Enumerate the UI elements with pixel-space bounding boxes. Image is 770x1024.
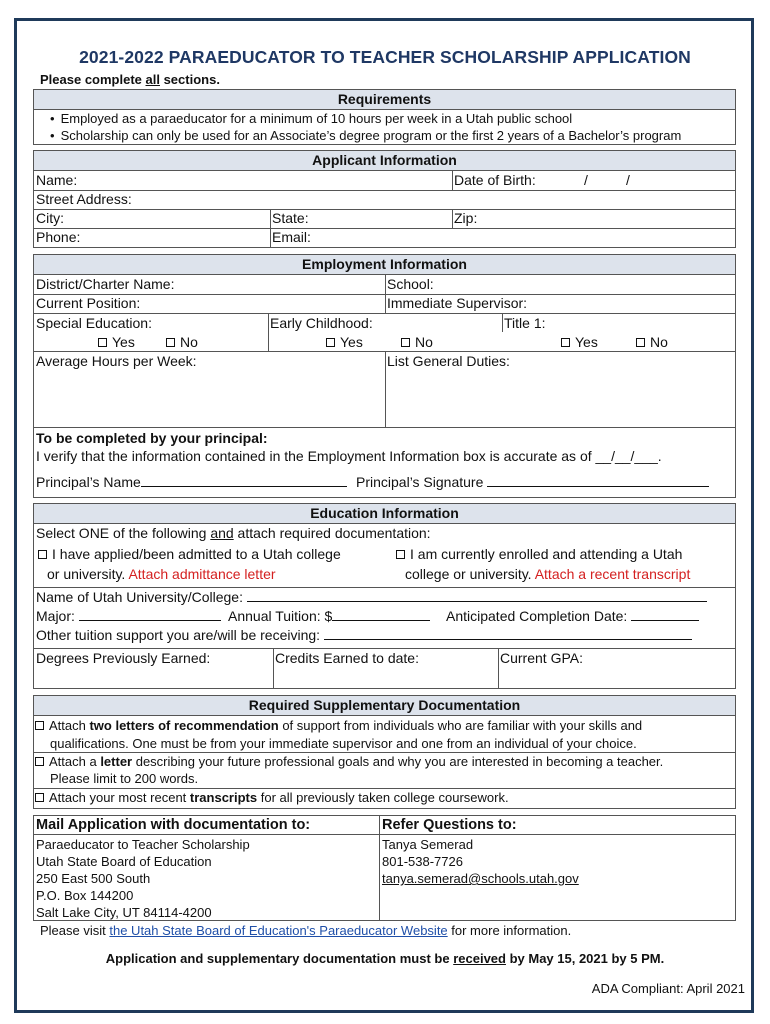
requirements-section: [33, 89, 736, 145]
hours-field[interactable]: Average Hours per Week:: [36, 353, 197, 369]
instructions: Please complete all sections.: [40, 72, 220, 87]
recommendation-item[interactable]: Attach two letters of recommendation of support from individuals who are familiar with your skills and: [35, 716, 642, 735]
enrolled-option[interactable]: I am currently enrolled and attending a Utah: [396, 545, 682, 564]
mail-address-line: P.O. Box 144200: [36, 888, 134, 903]
education-section: [33, 503, 736, 689]
checkbox-icon: [35, 793, 44, 802]
requirements-header: Requirements: [34, 90, 735, 110]
checkbox-icon: [98, 338, 107, 347]
education-header: Education Information: [34, 504, 735, 524]
early-childhood-yes[interactable]: Yes: [326, 333, 363, 352]
email-field[interactable]: Email:: [272, 229, 311, 245]
attach-admittance-note: Attach admittance letter: [128, 566, 276, 582]
district-field[interactable]: District/Charter Name:: [36, 276, 175, 292]
name-field[interactable]: Name:: [36, 172, 78, 188]
special-ed-label: Special Education:: [36, 315, 152, 331]
checkbox-icon: [401, 338, 410, 347]
website-note: Please visit the Utah State Board of Education's Paraeducator Website for more information.: [40, 923, 572, 938]
transcripts-item[interactable]: Attach your most recent transcripts for all previously taken college coursework.: [35, 788, 509, 807]
letter-item[interactable]: Attach a letter describing your future professional goals and why you are interested in becoming a teacher.: [35, 752, 663, 771]
title1-yes[interactable]: Yes: [561, 333, 598, 352]
special-ed-yes[interactable]: Yes: [98, 333, 135, 352]
phone-field[interactable]: Phone:: [36, 229, 81, 245]
contact-phone: 801-538-7726: [382, 854, 463, 869]
street-address-field[interactable]: Street Address:: [36, 191, 132, 207]
checkbox-icon: [35, 721, 44, 730]
requirement-item: • Employed as a paraeducator for a minimum of 10 hours per week in a Utah public school: [50, 109, 572, 128]
mail-address-line: Salt Lake City, UT 84114-4200: [36, 905, 212, 920]
mail-address-line: Utah State Board of Education: [36, 854, 212, 869]
zip-field[interactable]: Zip:: [454, 210, 478, 226]
title1-no[interactable]: No: [636, 333, 668, 352]
letter-item-line2: Please limit to 200 words.: [50, 771, 199, 786]
checkbox-icon: [561, 338, 570, 347]
education-instructions: Select ONE of the following and attach required documentation:: [36, 525, 431, 541]
city-field[interactable]: City:: [36, 210, 64, 226]
employment-section: [33, 254, 736, 498]
tuition-field[interactable]: Annual Tuition: $: [228, 607, 430, 626]
dob-separator: /: [626, 172, 630, 188]
contact-section: [33, 815, 736, 921]
supervisor-field[interactable]: Immediate Supervisor:: [387, 295, 528, 311]
principal-name-field[interactable]: Principal’s Name: [36, 473, 347, 492]
principal-signature-field[interactable]: Principal’s Signature: [356, 473, 709, 492]
degrees-field[interactable]: Degrees Previously Earned:: [36, 650, 211, 666]
page-title: 2021-2022 PARAEDUCATOR TO TEACHER SCHOLARSHIP APPLICATION: [79, 47, 691, 67]
principal-verify: I verify that the information contained in the Employment Information box is accurate as of __/__/___.: [36, 448, 662, 464]
completion-date-field[interactable]: Anticipated Completion Date:: [446, 607, 699, 626]
school-field[interactable]: School:: [387, 276, 434, 292]
mail-address-line: 250 East 500 South: [36, 871, 151, 886]
supplementary-section: [33, 695, 736, 809]
checkbox-icon: [35, 757, 44, 766]
employment-header: Employment Information: [34, 255, 735, 275]
checkbox-icon: [326, 338, 335, 347]
checkbox-icon: [166, 338, 175, 347]
other-support-field[interactable]: Other tuition support you are/will be receiving:: [36, 626, 692, 645]
mail-address-line: Paraeducator to Teacher Scholarship: [36, 837, 250, 852]
ada-notice: ADA Compliant: April 2021: [591, 981, 745, 996]
contact-email[interactable]: tanya.semerad@schools.utah.gov: [382, 871, 579, 886]
checkbox-icon: [636, 338, 645, 347]
supplementary-header: Required Supplementary Documentation: [34, 696, 735, 716]
requirement-item: • Scholarship can only be used for an Associate’s degree program or the first 2 years of a Bachelor’s program: [50, 126, 681, 145]
recommendation-item-line2: qualifications. One must be from your immediate supervisor and one from an individual of your choice.: [50, 736, 637, 751]
contact-name: Tanya Semerad: [382, 837, 474, 852]
admitted-option[interactable]: I have applied/been admitted to a Utah college: [38, 545, 341, 564]
title1-label: Title 1:: [504, 315, 546, 331]
credits-field[interactable]: Credits Earned to date:: [275, 650, 419, 666]
checkbox-icon: [38, 550, 47, 559]
enrolled-option-line2: college or university. Attach a recent transcript: [405, 566, 691, 582]
principal-heading: To be completed by your principal:: [36, 430, 268, 446]
deadline-notice: Application and supplementary documentation must be received by May 15, 2021 by 5 PM.: [105, 951, 665, 966]
checkbox-icon: [396, 550, 405, 559]
applicant-section: [33, 150, 736, 248]
admitted-option-line2: or university. Attach admittance letter: [47, 566, 276, 582]
mail-header: Mail Application with documentation to:: [36, 817, 311, 833]
special-ed-no[interactable]: No: [166, 333, 198, 352]
website-link[interactable]: the Utah State Board of Education's Paraeducator Website: [109, 923, 448, 938]
gpa-field[interactable]: Current GPA:: [500, 650, 583, 666]
dob-field[interactable]: Date of Birth:: [454, 172, 536, 188]
questions-header: Refer Questions to:: [382, 817, 517, 833]
early-childhood-no[interactable]: No: [401, 333, 433, 352]
early-childhood-label: Early Childhood:: [270, 315, 373, 331]
dob-separator: /: [584, 172, 588, 188]
duties-field[interactable]: List General Duties:: [387, 353, 510, 369]
major-field[interactable]: Major:: [36, 607, 221, 626]
attach-transcript-note: Attach a recent transcript: [534, 566, 691, 582]
applicant-header: Applicant Information: [34, 151, 735, 171]
state-field[interactable]: State:: [272, 210, 309, 226]
position-field[interactable]: Current Position:: [36, 295, 141, 311]
university-field[interactable]: Name of Utah University/College:: [36, 588, 707, 607]
